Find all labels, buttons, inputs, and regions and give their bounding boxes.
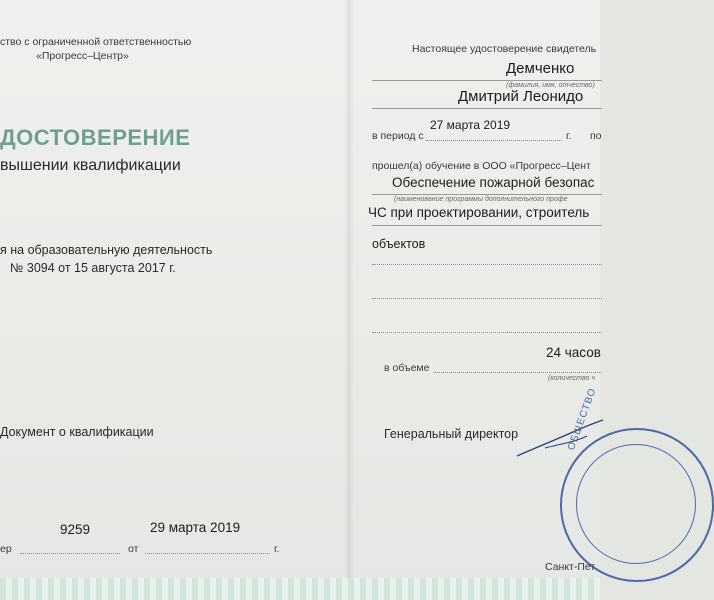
decorative-border: [0, 578, 600, 600]
given-name: Дмитрий Леонидо: [458, 88, 584, 105]
from-label: от: [128, 543, 139, 555]
name-line: [372, 108, 602, 109]
stamp-inner-ring: [576, 444, 696, 564]
year-suffix: г.: [274, 543, 280, 555]
period-label: в период с: [372, 130, 424, 142]
date-line: [145, 553, 270, 554]
city: Санкт-Пет: [545, 561, 596, 573]
right-header: Настоящее удостоверение свидетель: [412, 43, 597, 55]
program-caption: (наименование программы дополнительного профе: [394, 196, 568, 203]
reg-number-line: [20, 553, 120, 554]
reg-label: ер: [0, 543, 12, 555]
period-year-label: г.: [566, 130, 572, 142]
license-line2: № 3094 от 15 августа 2017 г.: [10, 261, 176, 275]
director-title: Генеральный директор: [384, 427, 519, 441]
certificate-title: ДОСТОВЕРЕНИЕ: [0, 125, 191, 150]
period-line: [426, 140, 562, 141]
program-line2-rule: [372, 225, 602, 226]
fio-caption: (фамилия, имя, отчество): [506, 82, 595, 89]
page-fold: [344, 0, 354, 600]
blank-line-1: [372, 264, 602, 265]
program-line3: объектов: [372, 237, 426, 251]
program-line2: ЧС при проектировании, строитель: [368, 205, 590, 220]
period-from: 27 марта 2019: [430, 118, 511, 132]
blank-line-3: [372, 332, 602, 333]
surname: Демченко: [506, 60, 575, 77]
blank-line-2: [372, 298, 602, 299]
surname-line: [372, 80, 602, 81]
certificate-subtitle: вышении квалификации: [0, 157, 181, 174]
license-line1: я на образовательную деятельность: [0, 243, 213, 257]
study-line: прошел(а) обучение в ООО «Прогресс–Цент: [372, 160, 591, 172]
program-line1: Обеспечение пожарной безопас: [392, 175, 595, 190]
stamp-text: ОБЩЕСТВО: [566, 386, 599, 452]
hours-caption: (количество ч: [548, 375, 595, 382]
hours: 24 часов: [546, 345, 601, 360]
program-line1-rule: [372, 194, 602, 195]
reg-number: 9259: [60, 522, 91, 537]
org-name-line2: «Прогресс–Центр»: [36, 50, 129, 62]
volume-label: в объеме: [384, 362, 430, 374]
official-stamp: [560, 428, 714, 582]
volume-line: [434, 372, 602, 373]
period-to-label: по: [590, 130, 602, 142]
issue-date: 29 марта 2019: [150, 520, 241, 535]
org-name-line1: ство с ограниченной ответственностью: [0, 36, 192, 48]
document-label: Документ о квалификации: [0, 425, 154, 439]
